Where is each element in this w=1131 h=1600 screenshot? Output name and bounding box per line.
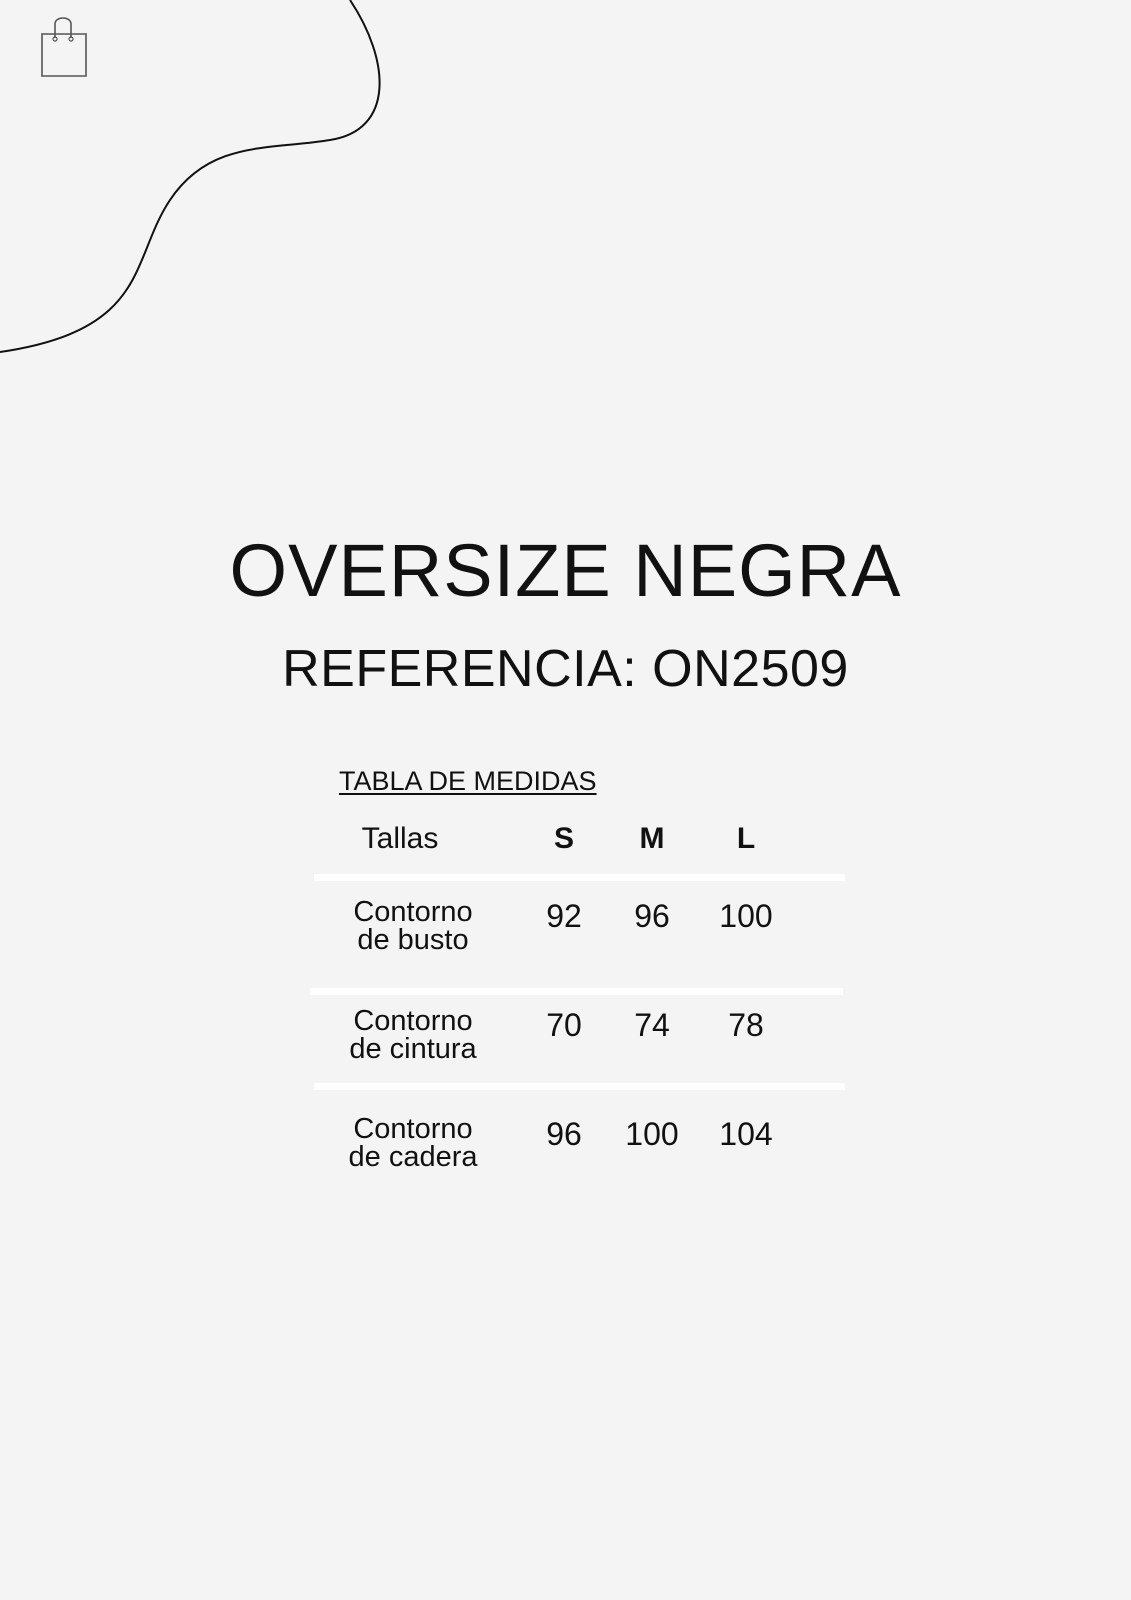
- product-reference: REFERENCIA: ON2509: [282, 640, 849, 698]
- row-label-line: de cintura: [349, 1033, 477, 1065]
- header-size-m: M: [639, 822, 665, 855]
- row-label-cadera: [318, 1115, 508, 1171]
- row-label-line: Contorno: [353, 1005, 473, 1037]
- table-cell-cintura-m: 74: [634, 1007, 670, 1043]
- row-label-busto: [318, 898, 508, 954]
- table-divider: [310, 988, 843, 995]
- shopping-bag-icon: [38, 12, 90, 78]
- header-size-s: S: [553, 822, 574, 855]
- table-divider: [314, 874, 845, 881]
- row-label-line: de cadera: [348, 1141, 478, 1173]
- row-label-line: Contorno: [353, 896, 473, 928]
- table-cell-cadera-s: 96: [546, 1116, 582, 1152]
- size-table-caption: TABLA DE MEDIDAS: [339, 766, 597, 796]
- table-cell-busto-m: 96: [634, 898, 670, 934]
- table-cell-cadera-l: 104: [719, 1116, 773, 1152]
- table-cell-cintura-s: 70: [546, 1007, 582, 1043]
- row-label-line: de busto: [357, 924, 469, 956]
- row-label-line: Contorno: [353, 1113, 473, 1145]
- table-cell-cintura-l: 78: [728, 1007, 764, 1043]
- table-cell-busto-s: 92: [546, 898, 582, 934]
- table-divider: [314, 1083, 845, 1090]
- header-label-tallas: Tallas: [361, 822, 439, 855]
- table-cell-cadera-m: 100: [625, 1116, 679, 1152]
- product-title: OVERSIZE NEGRA: [229, 529, 902, 612]
- table-cell-busto-l: 100: [719, 898, 773, 934]
- header-size-l: L: [736, 822, 756, 855]
- row-label-cintura: [318, 1007, 508, 1063]
